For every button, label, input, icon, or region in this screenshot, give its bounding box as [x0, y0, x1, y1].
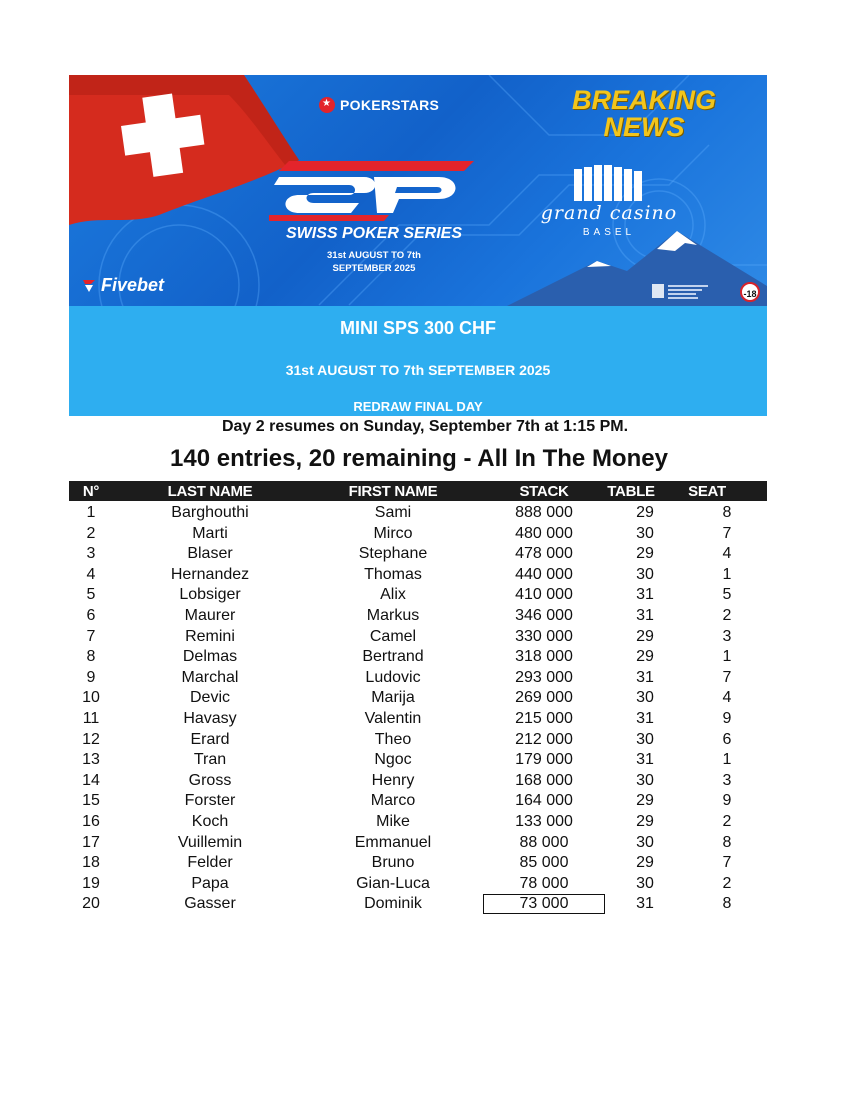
stack-cell: 269 000: [515, 689, 573, 707]
sps-logo-icon: [269, 155, 479, 225]
seat-cell: 2: [722, 606, 732, 624]
page-title: 140 entries, 20 remaining - All In The Money: [170, 445, 668, 472]
table-cell: 29: [636, 854, 654, 872]
first-name-cell: Marco: [370, 792, 416, 810]
seat-cell: 5: [722, 586, 732, 604]
table-cell: 29: [636, 792, 654, 810]
seat-cell: 7: [722, 668, 732, 686]
stack-cell: 318 000: [515, 648, 573, 666]
last-name-cell: Maurer: [184, 606, 236, 624]
header-first-name: FIRST NAME: [348, 483, 438, 500]
stack-cell: 133 000: [515, 812, 573, 830]
breaking-news-badge: [544, 87, 744, 141]
table-row: [0, 647, 850, 668]
table-row: [0, 688, 850, 709]
last-name-cell: Gross: [188, 771, 232, 789]
table-cell: 31: [636, 709, 654, 727]
table-row: [0, 524, 850, 545]
rank-cell: 14: [82, 771, 100, 789]
stack-cell: 888 000: [515, 504, 573, 521]
pokerstars-star-icon: [319, 97, 335, 113]
seat-cell: 1: [722, 565, 732, 583]
header-num: N°: [82, 483, 100, 500]
rank-cell: 19: [82, 874, 100, 892]
series-title: SWISS POKER SERIES: [285, 225, 463, 242]
last-name-cell: Papa: [191, 874, 229, 892]
rank-cell: 7: [86, 627, 96, 645]
last-name-cell: Barghouthi: [171, 504, 249, 521]
rank-cell: 8: [86, 648, 96, 666]
first-name-cell: Dominik: [364, 895, 422, 913]
table-cell: 30: [636, 874, 654, 892]
table-row: [0, 894, 850, 915]
table-row: [0, 606, 850, 627]
last-name-cell: Remini: [185, 627, 235, 645]
stack-cell: 410 000: [515, 586, 573, 604]
first-name-cell: Alix: [380, 586, 406, 604]
last-name-cell: Koch: [191, 812, 229, 830]
seat-cell: 1: [722, 751, 732, 769]
table-header: [69, 481, 767, 501]
first-name-cell: Markus: [366, 606, 420, 624]
rank-cell: 6: [86, 606, 96, 624]
last-name-cell: Delmas: [182, 648, 238, 666]
first-name-cell: Valentin: [364, 709, 422, 727]
first-name-cell: Bertrand: [362, 648, 424, 666]
table-cell: 29: [636, 812, 654, 830]
stack-cell: 164 000: [515, 792, 573, 810]
seat-cell: 4: [722, 689, 732, 707]
last-name-cell: Marti: [192, 524, 228, 542]
resume-notice: Day 2 resumes on Sunday, September 7th at 1:15 PM.: [221, 418, 629, 435]
table-row: [0, 812, 850, 833]
seat-cell: 2: [722, 812, 732, 830]
last-name-cell: Havasy: [183, 709, 237, 727]
stack-cell: 85 000: [519, 854, 569, 872]
first-name-cell: Marija: [371, 689, 415, 707]
casino-city: BASEL: [582, 227, 636, 238]
stack-cell: 480 000: [515, 524, 573, 542]
event-stage: REDRAW FINAL DAY: [353, 399, 483, 414]
rank-cell: 10: [82, 689, 100, 707]
header-seat: SEAT: [688, 483, 726, 500]
table-cell: 29: [636, 648, 654, 666]
series-dates: [259, 249, 489, 275]
table-row: [0, 627, 850, 648]
stack-cell: 293 000: [515, 668, 573, 686]
rank-cell: 17: [82, 833, 100, 851]
last-name-cell: Forster: [184, 792, 236, 810]
table-cell: 31: [636, 668, 654, 686]
stack-cell: 330 000: [515, 627, 573, 645]
rank-cell: 13: [82, 751, 100, 769]
first-name-cell: Mike: [376, 812, 410, 830]
rank-cell: 9: [86, 668, 96, 686]
fivebet-icon: [81, 278, 97, 294]
rank-cell: 16: [82, 812, 100, 830]
stack-cell: 215 000: [515, 709, 573, 727]
seat-cell: 8: [722, 504, 732, 521]
stack-cell: 73 000: [483, 894, 605, 914]
first-name-cell: Mirco: [373, 524, 413, 542]
header-table: TABLE: [607, 483, 655, 500]
stack-cell: 78 000: [519, 874, 569, 892]
table-cell: 29: [636, 627, 654, 645]
seat-cell: 7: [722, 854, 732, 872]
license-info-icon: [652, 281, 732, 303]
first-name-cell: Stephane: [358, 545, 428, 563]
first-name-cell: Bruno: [371, 854, 415, 872]
table-row: [0, 668, 850, 689]
seat-cell: 2: [722, 874, 732, 892]
series-dates-line2: SEPTEMBER 2025: [332, 263, 416, 274]
seat-cell: 1: [722, 648, 732, 666]
first-name-cell: Henry: [371, 771, 415, 789]
casino-name: grand casino: [540, 202, 678, 224]
seat-cell: 6: [722, 730, 732, 748]
rank-cell: 20: [82, 895, 100, 913]
first-name-cell: Camel: [369, 627, 417, 645]
last-name-cell: Vuillemin: [177, 833, 243, 851]
seat-cell: 8: [722, 833, 732, 851]
header-stack: STACK: [519, 483, 569, 500]
first-name-cell: Ngoc: [374, 751, 412, 769]
pokerstars-logo: [319, 97, 439, 113]
news-label: NEWS: [603, 112, 685, 142]
fivebet-logo: [81, 275, 164, 296]
table-row: [0, 585, 850, 606]
rank-cell: 15: [82, 792, 100, 810]
rank-cell: 3: [86, 545, 96, 563]
table-cell: 29: [636, 504, 654, 521]
table-cell: 31: [636, 606, 654, 624]
last-name-cell: Devic: [189, 689, 230, 707]
event-dates: 31st AUGUST TO 7th SEPTEMBER 2025: [285, 362, 551, 378]
stack-cell: 88 000: [519, 833, 569, 851]
last-name-cell: Hernandez: [170, 565, 250, 583]
table-row: [0, 853, 850, 874]
seat-cell: 9: [722, 709, 732, 727]
table-cell: 29: [636, 545, 654, 563]
last-name-cell: Lobsiger: [179, 586, 241, 604]
first-name-cell: Thomas: [364, 565, 422, 583]
table-row: [0, 503, 850, 524]
table-row: [0, 565, 850, 586]
header-banner: [69, 75, 767, 306]
table-row: [0, 771, 850, 792]
last-name-cell: Blaser: [187, 545, 233, 563]
table-cell: 30: [636, 771, 654, 789]
header-last-name: LAST NAME: [167, 483, 253, 500]
seat-cell: 3: [722, 771, 732, 789]
rank-cell: 11: [82, 709, 100, 727]
last-name-cell: Gasser: [184, 895, 236, 913]
table-cell: 30: [636, 524, 654, 542]
first-name-cell: Ludovic: [365, 668, 421, 686]
seat-cell: 4: [722, 545, 732, 563]
table-cell: 30: [636, 689, 654, 707]
event-info-box: [69, 306, 767, 416]
first-name-cell: Theo: [374, 730, 412, 748]
fivebet-label: Fivebet: [101, 275, 165, 295]
first-name-cell: Emmanuel: [354, 833, 432, 851]
rank-cell: 4: [86, 565, 96, 583]
table-row: [0, 791, 850, 812]
pokerstars-label: POKERSTARS: [340, 97, 440, 113]
first-name-cell: Gian-Luca: [356, 874, 430, 892]
seat-cell: 9: [722, 792, 732, 810]
table-cell: 30: [636, 730, 654, 748]
casino-building-icon: [574, 165, 644, 201]
rank-cell: 1: [86, 504, 96, 521]
rank-cell: 18: [82, 854, 100, 872]
last-name-cell: Tran: [193, 751, 227, 769]
first-name-cell: Sami: [374, 504, 412, 521]
seat-cell: 7: [722, 524, 732, 542]
series-dates-line1: 31st AUGUST TO 7th: [327, 250, 421, 261]
table-row: [0, 750, 850, 771]
table-cell: 31: [636, 751, 654, 769]
table-cell: 31: [636, 586, 654, 604]
table-row: [0, 833, 850, 854]
event-title: MINI SPS 300 CHF: [339, 318, 497, 338]
stack-cell: 478 000: [515, 545, 573, 563]
rank-cell: 12: [82, 730, 100, 748]
stack-cell: 168 000: [515, 771, 573, 789]
table-row: [0, 544, 850, 565]
last-name-cell: Felder: [187, 854, 233, 872]
rank-cell: 5: [86, 586, 96, 604]
table-cell: 30: [636, 833, 654, 851]
breaking-label: BREAKING: [571, 85, 716, 115]
table-cell: 30: [636, 565, 654, 583]
stack-cell: 212 000: [515, 730, 573, 748]
table-cell: 31: [636, 895, 654, 913]
seat-cell: 3: [722, 627, 732, 645]
seat-cell: 8: [722, 895, 732, 913]
chip-counts-table: [0, 503, 850, 915]
stack-cell: 440 000: [515, 565, 573, 583]
last-name-cell: Erard: [190, 730, 230, 748]
stack-cell: 346 000: [515, 606, 573, 624]
age-restriction-badge: -18: [740, 282, 760, 302]
last-name-cell: Marchal: [181, 668, 239, 686]
stack-cell: 179 000: [515, 751, 573, 769]
table-row: [0, 730, 850, 751]
table-row: [0, 709, 850, 730]
swiss-flag-icon: [69, 75, 299, 235]
table-row: [0, 874, 850, 895]
rank-cell: 2: [86, 524, 96, 542]
